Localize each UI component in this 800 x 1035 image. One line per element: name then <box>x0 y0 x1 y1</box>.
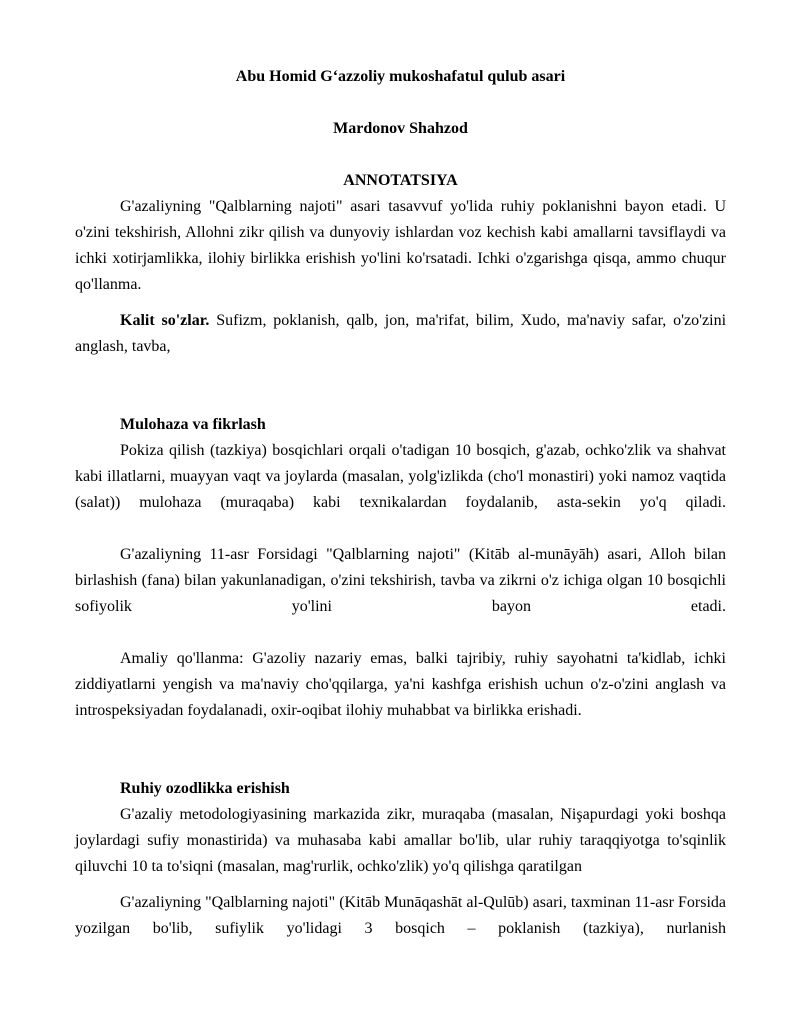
section-heading-liberation: Ruhiy ozodlikka erishish <box>120 780 290 797</box>
section1-paragraph-2: G'azaliyning 11-asr Forsidagi "Qalblarning najoti" (Kitāb al-munāyāh) asari, Alloh bilan birlashish (fana) bilan yakunlanadigan, o'zini tekshirish, tavba va zikrni o'z ichiga olgan 10 bosqichli sofiyolik yo'lini bayon etadi. <box>75 546 726 615</box>
document-title: Abu Homid G‘azzoliy mukoshafatul qulub asari <box>235 68 566 85</box>
document-page <box>75 64 726 942</box>
keywords-text: Sufizm, poklanish, qalb, jon, ma'rifat, bilim, Xudo, ma'naviy safar, o'zo'zini anglash, tavba, <box>75 312 727 355</box>
keywords-paragraph <box>75 308 726 360</box>
section1-paragraph-1: Pokiza qilish (tazkiya) bosqichlari orqali o'tadigan 10 bosqich, g'azab, ochko'zlik va shahvat kabi illatlarni, muayyan vaqt va joylarda (masalan, yolg'izlikda (cho'l monastiri) yoki namoz vaqtida (salat)) mulohaza (muraqaba) kabi texnikalardan foydalanib, asta-sekin yo'q qiladi. <box>75 442 726 511</box>
annotation-paragraph: G'azaliyning "Qalblarning najoti" asari tasavvuf yo'lida ruhiy poklanishni bayon etadi. U o'zini tekshirish, Allohni zikr qilish va dunyoviy ishlardan voz kechish kabi amallarni tavsiflaydi va ichki xotirjamlikka, ilohiy birlikka erishish yo'lini ko'rsatadi. Ichki o'zgarishga qisqa, ammo chuqur qo'llanma. <box>75 198 726 293</box>
section2-paragraph-2: G'azaliyning "Qalblarning najoti" (Kitāb Munāqashāt al-Qulūb) asari, taxminan 11-asr Forsida yozilgan bo'lib, sufiylik yo'lidagi 3 bosqich – poklanish (tazkiya), nurlanish <box>75 894 726 937</box>
keywords-label: Kalit so'zlar. <box>120 312 210 329</box>
annotation-heading: ANNOTATSIYA <box>343 172 458 189</box>
section-heading-reflection: Mulohaza va fikrlash <box>120 416 266 433</box>
section1-paragraph-3: Amaliy qo'llanma: G'azoliy nazariy emas, balki tajribiy, ruhiy sayohatni ta'kidlab, ichki ziddiyatlarni yengish va ma'naviy cho'qqilarga, ya'ni kashfga erishish uchun o'z-o'zini anglash va introspeksiyadan foydalanadi, oxir-oqibat ilohiy muhabbat va birlikka erishadi. <box>75 650 726 719</box>
section2-paragraph-1: G'azaliy metodologiyasining markazida zikr, muraqaba (masalan, Nişapurdagi yoki boshqa joylardagi sufiy monastirida) va muhasaba kabi amallar bo'lib, ular ruhiy taraqqiyotga to'sqinlik qiluvchi 10 ta to'siqni (masalan, mag'rurlik, ochko'zlik) yo'q qilishga qaratilgan <box>75 806 726 875</box>
author-name: Mardonov Shahzod <box>333 120 468 137</box>
